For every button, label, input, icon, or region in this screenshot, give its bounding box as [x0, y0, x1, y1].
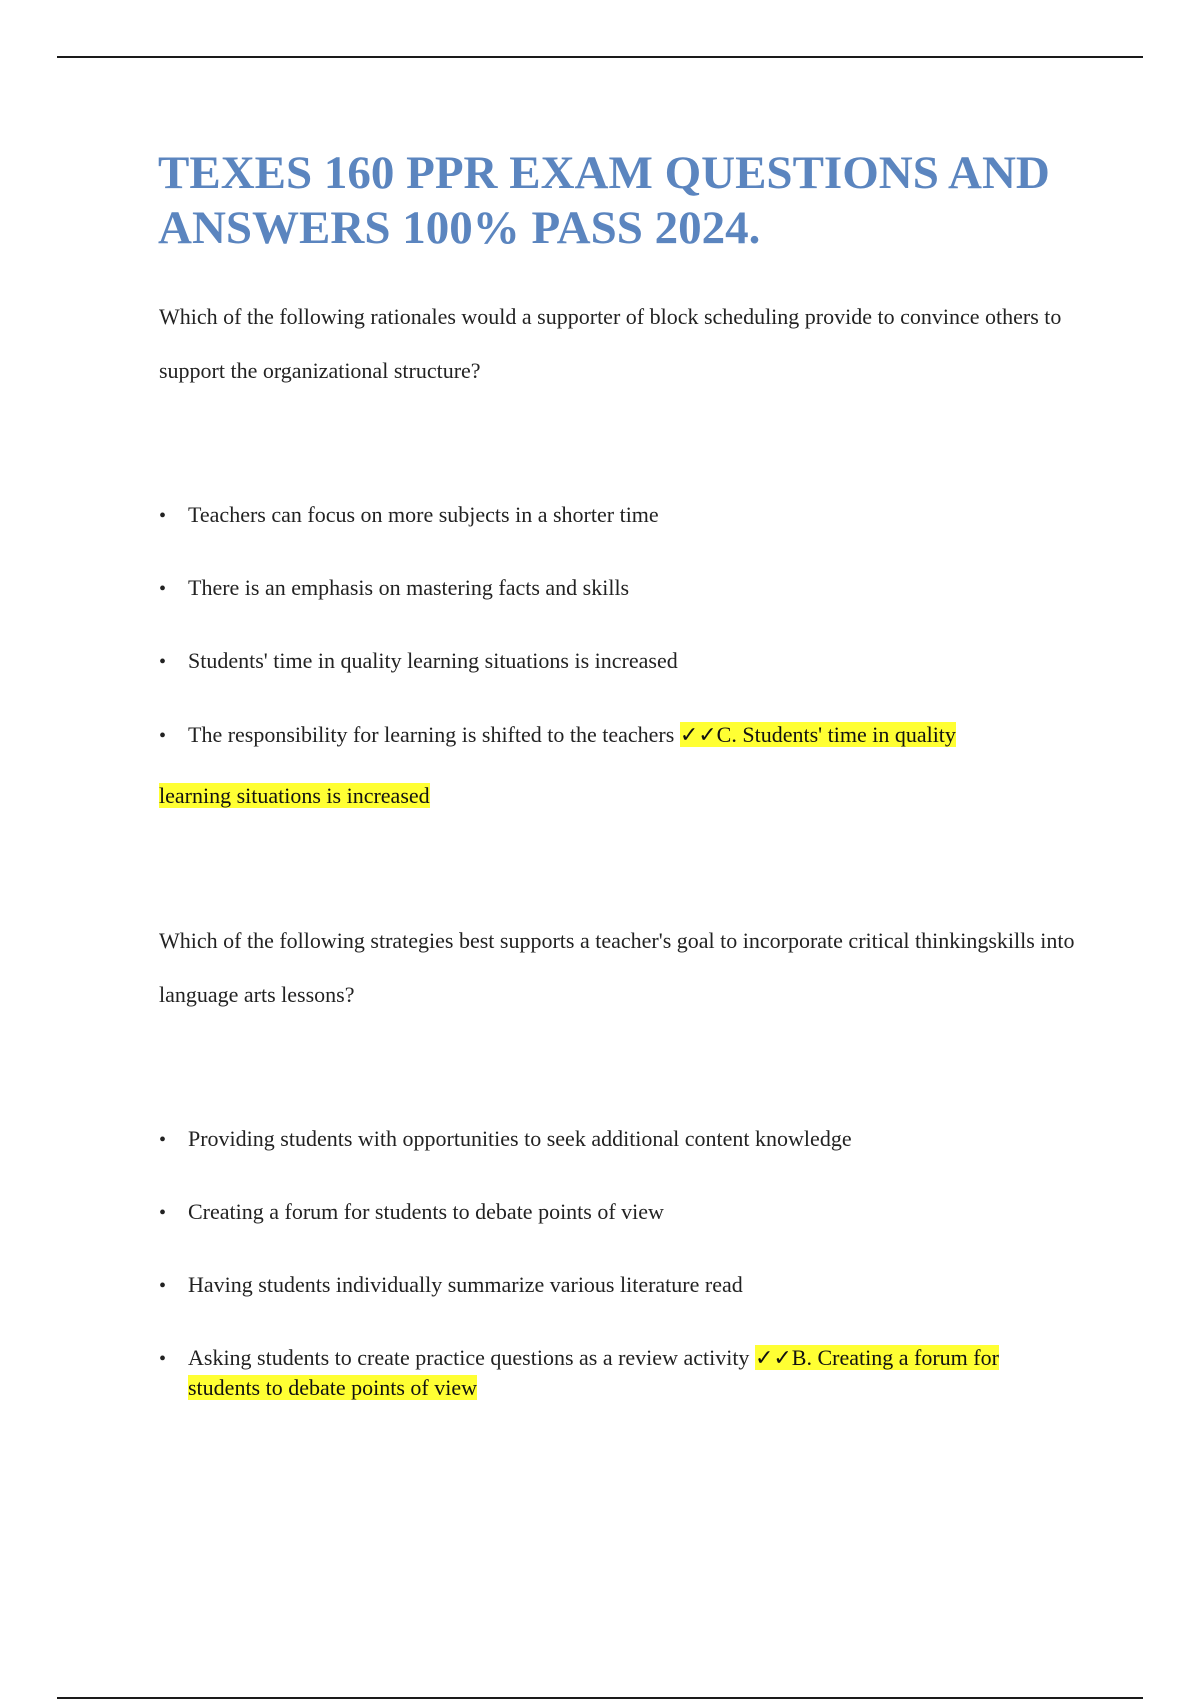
question-1-answer-highlight-cont: learning situations is increased [159, 783, 430, 808]
option-text: Students' time in quality learning situations is increased [188, 648, 678, 673]
question-1-option-a [159, 501, 1119, 530]
option-text: Providing students with opportunities to seek additional content knowledge [188, 1126, 852, 1151]
question-1-prompt: Which of the following rationales would a supporter of block scheduling provide to convince others to support the organizational structure? [159, 304, 1062, 383]
question-1-option-c [159, 647, 1119, 676]
question-2-answer-highlight-cont: students to debate points of view [188, 1375, 478, 1400]
bullet-icon: • [159, 505, 167, 527]
option-text: The responsibility for learning is shifted to the teachers [188, 722, 675, 747]
question-2-option-c [159, 1271, 1119, 1300]
bullet-icon: • [159, 1348, 167, 1370]
question-2-option-d [159, 1344, 1119, 1373]
bullet-icon: • [159, 1275, 167, 1297]
question-2-answer-highlight: ✓✓B. Creating a forum for [754, 1345, 999, 1370]
question-1-option-d [159, 721, 1119, 750]
option-text: Having students individually summarize various literature read [188, 1272, 743, 1297]
question-1-option-b [159, 574, 1119, 603]
question-1-answer-continuation [159, 782, 430, 810]
bottom-rule [57, 1697, 1143, 1699]
bullet-icon: • [159, 725, 167, 747]
option-text: Asking students to create practice questions as a review activity [188, 1345, 750, 1370]
question-2-option-a [159, 1125, 1119, 1154]
bullet-icon: • [159, 1129, 167, 1151]
question-1-answer-highlight: ✓✓C. Students' time in quality [679, 722, 956, 747]
option-text: Creating a forum for students to debate points of view [188, 1199, 664, 1224]
question-2-option-b [159, 1198, 1119, 1227]
option-text: There is an emphasis on mastering facts and skills [188, 575, 630, 600]
bullet-icon: • [159, 651, 167, 673]
question-2-answer-continuation [188, 1374, 477, 1402]
question-2-prompt: Which of the following strategies best supports a teacher's goal to incorporate critical thinkingskills into language arts lessons? [159, 928, 1075, 1007]
bullet-icon: • [159, 578, 167, 600]
option-text: Teachers can focus on more subjects in a shorter time [188, 502, 659, 527]
bullet-icon: • [159, 1202, 167, 1224]
document-title: TEXES 160 PPR EXAM QUESTIONS AND ANSWERS 100% PASS 2024. [158, 147, 1050, 254]
top-rule [57, 56, 1143, 58]
